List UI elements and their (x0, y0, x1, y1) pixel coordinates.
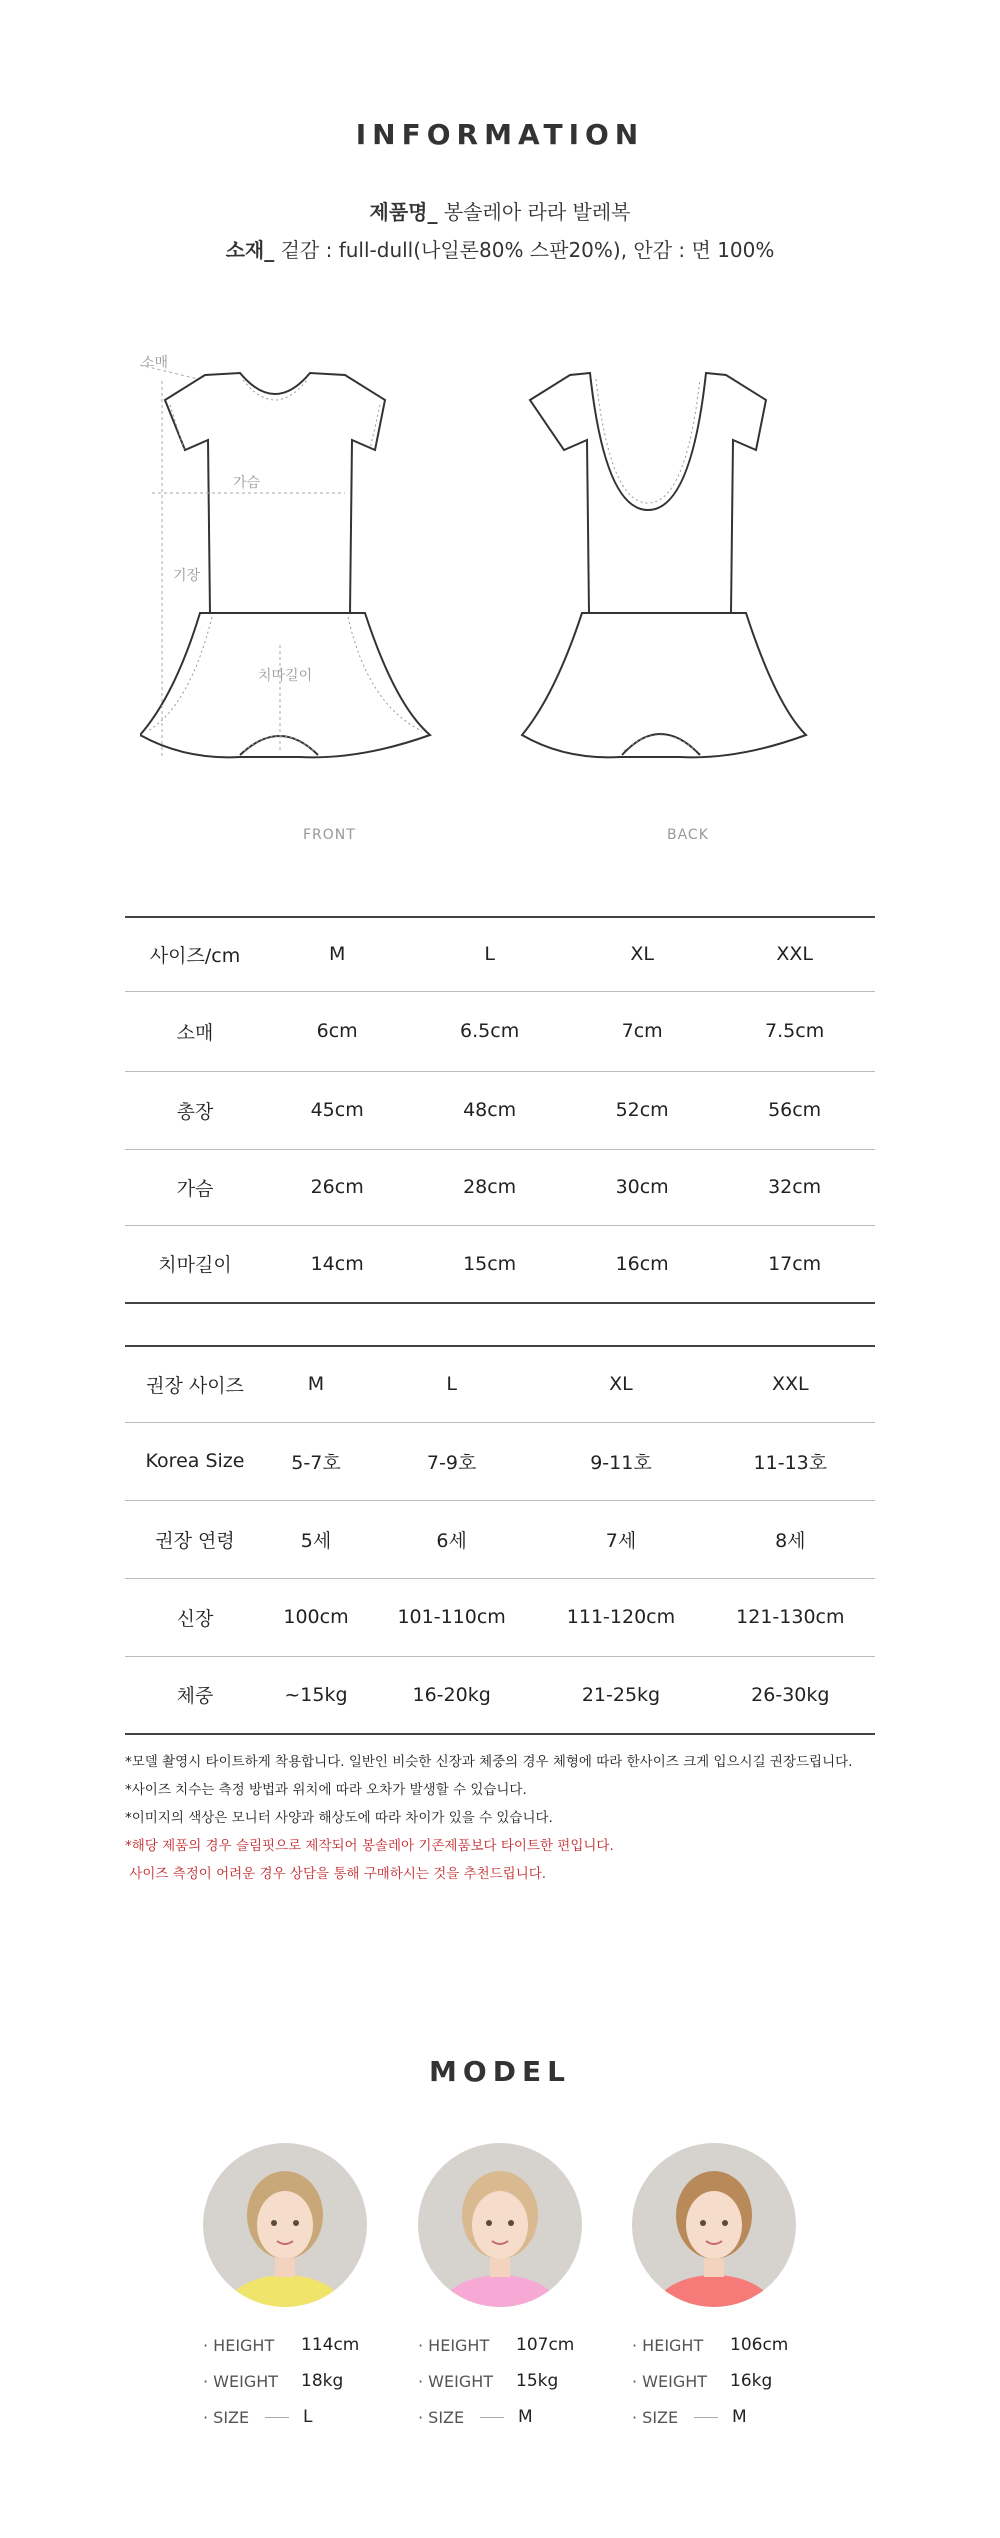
table-row-label: 총장 (125, 1071, 265, 1149)
dim-skirt-label: 치마길이 (258, 668, 313, 684)
table-cell: 5-7호 (265, 1422, 367, 1500)
weight-label: · WEIGHT (632, 2371, 708, 2391)
table-header-row (125, 1346, 875, 1422)
height-value: 114cm (301, 2335, 360, 2355)
size-label: · SIZE (418, 2407, 465, 2427)
product-name-value: 봉솔레아 라라 발레복 (443, 200, 631, 224)
note-line: *모델 촬영시 타이트하게 착용합니다. 일반인 비슷한 신장과 체중의 경우 체형에 따라 한사이즈 크게 입으시길 권장드립니다. (125, 1754, 853, 1770)
table-cell: 15cm (409, 1225, 570, 1303)
garment-diagram (140, 345, 860, 865)
weight-value: 15kg (516, 2371, 559, 2391)
table-cell: 11-13호 (706, 1422, 875, 1500)
weight-label: · WEIGHT (203, 2371, 279, 2391)
table-cell: 101-110cm (367, 1578, 536, 1656)
dim-length-label: 기장 (173, 568, 201, 584)
weight-label: · WEIGHT (418, 2371, 494, 2391)
size-row (632, 2399, 832, 2435)
table-cell: 7세 (536, 1500, 705, 1578)
table-row-label: 권장 사이즈 (125, 1346, 265, 1422)
information-title: INFORMATION (355, 118, 645, 151)
table-cell: 30cm (570, 1149, 714, 1225)
height-row (632, 2327, 832, 2363)
table-row (125, 1071, 875, 1149)
note-line: *이미지의 색상은 모니터 사양과 해상도에 따라 차이가 있을 수 있습니다. (125, 1810, 553, 1826)
size-row (418, 2399, 618, 2435)
table-cell: 6.5cm (409, 991, 570, 1071)
table-cell: M (265, 1346, 367, 1422)
table-cell: XXL (714, 917, 875, 991)
model-photo (203, 2143, 367, 2307)
table-row-label: 가슴 (125, 1149, 265, 1225)
table-row-label: 신장 (125, 1578, 265, 1656)
garment-sketch (140, 345, 860, 865)
table-cell: 32cm (714, 1149, 875, 1225)
table-row-label: 체중 (125, 1656, 265, 1734)
table-row (125, 1422, 875, 1500)
weight-value: 18kg (301, 2371, 344, 2391)
note-warning-line: *해당 제품의 경우 슬림핏으로 제작되어 봉솔레아 기존제품보다 타이트한 편입니다. (125, 1838, 614, 1854)
table-cell: 52cm (570, 1071, 714, 1149)
recommend-table (125, 1345, 875, 1735)
table-cell: M (265, 917, 409, 991)
table-row (125, 991, 875, 1071)
dim-chest-label: 가슴 (233, 475, 261, 491)
height-value: 106cm (730, 2335, 789, 2355)
table-cell: XL (536, 1346, 705, 1422)
weight-row (203, 2363, 403, 2399)
table-cell: 121-130cm (706, 1578, 875, 1656)
size-value: M (732, 2407, 747, 2427)
table-cell: 6세 (367, 1500, 536, 1578)
table-cell: 26cm (265, 1149, 409, 1225)
table-cell: ~15kg (265, 1656, 367, 1734)
divider (480, 2417, 504, 2418)
material-line (0, 234, 1000, 263)
table-row-label: 사이즈/cm (125, 917, 265, 991)
table-cell: 26-30kg (706, 1656, 875, 1734)
table-cell: 17cm (714, 1225, 875, 1303)
divider (694, 2417, 718, 2418)
front-label: FRONT (303, 827, 356, 843)
note-warning-line: 사이즈 측정이 어려운 경우 상담을 통해 구매하시는 것을 추천드립니다. (125, 1866, 547, 1882)
table-row (125, 1149, 875, 1225)
table-row (125, 1225, 875, 1303)
divider (265, 2417, 289, 2418)
table-cell: 14cm (265, 1225, 409, 1303)
table-cell: 111-120cm (536, 1578, 705, 1656)
table-cell: L (409, 917, 570, 991)
back-label: BACK (667, 827, 709, 843)
table-row (125, 1578, 875, 1656)
table-cell: 7-9호 (367, 1422, 536, 1500)
table-row-label: 소매 (125, 991, 265, 1071)
height-label: · HEIGHT (632, 2335, 704, 2355)
weight-row (418, 2363, 618, 2399)
note-line: *사이즈 치수는 측정 방법과 위치에 따라 오차가 발생할 수 있습니다. (125, 1782, 527, 1798)
material-label: 소재_ (225, 238, 275, 262)
size-table (125, 916, 875, 1304)
height-label: · HEIGHT (418, 2335, 490, 2355)
table-cell: XL (570, 917, 714, 991)
material-value: 겉감 : full-dull(나일론80% 스판20%), 안감 : 면 100% (280, 238, 775, 262)
table-cell: L (367, 1346, 536, 1422)
table-cell: 16cm (570, 1225, 714, 1303)
table-cell: 7cm (570, 991, 714, 1071)
table-cell: 7.5cm (714, 991, 875, 1071)
height-label: · HEIGHT (203, 2335, 275, 2355)
table-cell: 8세 (706, 1500, 875, 1578)
size-label: · SIZE (203, 2407, 250, 2427)
height-row (203, 2327, 403, 2363)
height-value: 107cm (516, 2335, 575, 2355)
table-cell: 100cm (265, 1578, 367, 1656)
product-name-line (0, 196, 1000, 225)
model-card (203, 2143, 403, 2435)
table-cell: 28cm (409, 1149, 570, 1225)
weight-row (632, 2363, 832, 2399)
table-row-label: Korea Size (125, 1422, 265, 1500)
model-title: MODEL (429, 2055, 571, 2088)
table-cell: 6cm (265, 991, 409, 1071)
table-row (125, 1656, 875, 1734)
size-value: M (518, 2407, 533, 2427)
notes-block (125, 1748, 885, 1888)
weight-value: 16kg (730, 2371, 773, 2391)
model-photo (632, 2143, 796, 2307)
product-name-label: 제품명_ (369, 200, 438, 224)
size-row (203, 2399, 403, 2435)
model-card (632, 2143, 832, 2435)
table-cell: 21-25kg (536, 1656, 705, 1734)
table-cell: 9-11호 (536, 1422, 705, 1500)
table-cell: 16-20kg (367, 1656, 536, 1734)
table-cell: 45cm (265, 1071, 409, 1149)
table-row-label: 권장 연령 (125, 1500, 265, 1578)
table-row-label: 치마길이 (125, 1225, 265, 1303)
dim-sleeve-label: 소매 (141, 355, 169, 371)
table-cell: 56cm (714, 1071, 875, 1149)
model-photo (418, 2143, 582, 2307)
size-label: · SIZE (632, 2407, 679, 2427)
height-row (418, 2327, 618, 2363)
table-row (125, 1500, 875, 1578)
size-value: L (303, 2407, 313, 2427)
table-cell: 5세 (265, 1500, 367, 1578)
table-cell: 48cm (409, 1071, 570, 1149)
table-header-row (125, 917, 875, 991)
model-card (418, 2143, 618, 2435)
table-cell: XXL (706, 1346, 875, 1422)
